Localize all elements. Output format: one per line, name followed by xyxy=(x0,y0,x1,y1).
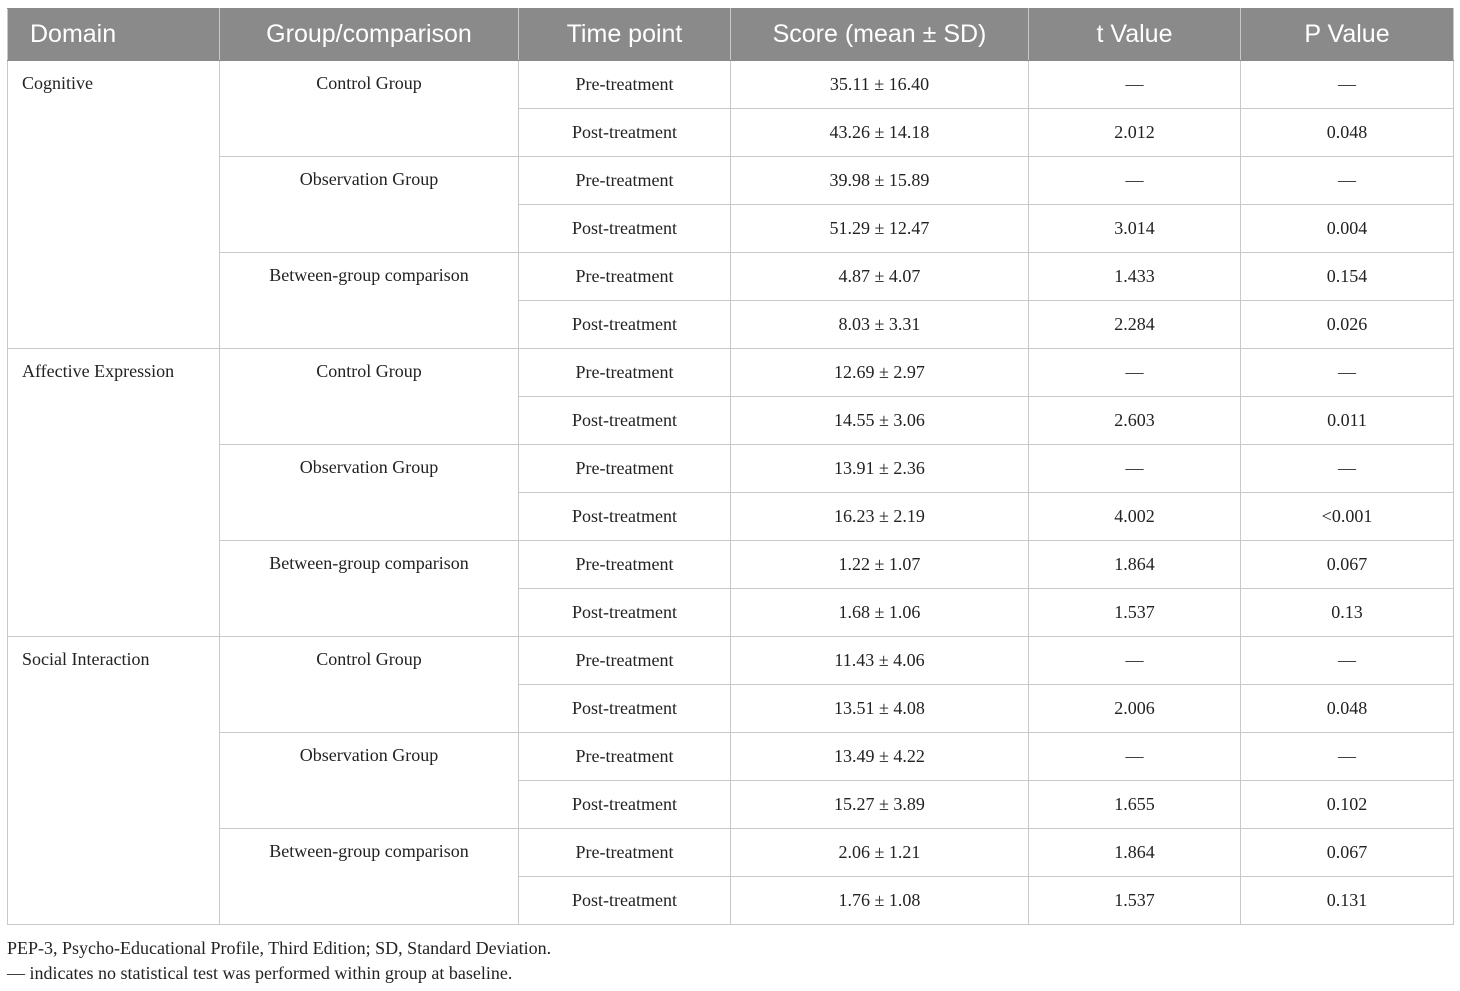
score-cell: 11.43 ± 4.06 xyxy=(731,637,1029,685)
p-value-cell: 0.067 xyxy=(1241,541,1454,589)
table-row xyxy=(8,445,1454,493)
p-value-cell: <0.001 xyxy=(1241,493,1454,541)
results-table xyxy=(7,8,1454,925)
score-cell: 1.22 ± 1.07 xyxy=(731,541,1029,589)
time-point-cell: Post-treatment xyxy=(519,685,731,733)
time-point-cell: Pre-treatment xyxy=(519,349,731,397)
p-value-cell: 0.011 xyxy=(1241,397,1454,445)
t-value-cell: 1.864 xyxy=(1029,829,1241,877)
score-cell: 43.26 ± 14.18 xyxy=(731,109,1029,157)
t-value-cell: 2.006 xyxy=(1029,685,1241,733)
p-value-cell: 0.131 xyxy=(1241,877,1454,925)
group-cell: Observation Group xyxy=(220,445,519,541)
score-cell: 4.87 ± 4.07 xyxy=(731,253,1029,301)
p-value-cell: — xyxy=(1241,445,1454,493)
score-cell: 14.55 ± 3.06 xyxy=(731,397,1029,445)
p-value-cell: — xyxy=(1241,637,1454,685)
time-point-cell: Post-treatment xyxy=(519,493,731,541)
p-value-cell: 0.13 xyxy=(1241,589,1454,637)
t-value-cell: 1.655 xyxy=(1029,781,1241,829)
footnote-dash-meaning: — indicates no statistical test was performed within group at baseline. xyxy=(7,963,513,983)
group-cell: Between-group comparison xyxy=(220,541,519,637)
table-row xyxy=(8,541,1454,589)
score-cell: 2.06 ± 1.21 xyxy=(731,829,1029,877)
time-point-cell: Post-treatment xyxy=(519,109,731,157)
group-cell: Between-group comparison xyxy=(220,829,519,925)
t-value-cell: 4.002 xyxy=(1029,493,1241,541)
time-point-cell: Post-treatment xyxy=(519,205,731,253)
time-point-cell: Post-treatment xyxy=(519,397,731,445)
t-value-cell: — xyxy=(1029,349,1241,397)
group-cell: Between-group comparison xyxy=(220,253,519,349)
time-point-cell: Pre-treatment xyxy=(519,733,731,781)
score-cell: 16.23 ± 2.19 xyxy=(731,493,1029,541)
p-value-cell: 0.004 xyxy=(1241,205,1454,253)
time-point-cell: Post-treatment xyxy=(519,301,731,349)
header-t-value: t Value xyxy=(1029,9,1241,61)
p-value-cell: — xyxy=(1241,733,1454,781)
t-value-cell: 1.537 xyxy=(1029,877,1241,925)
table-row xyxy=(8,349,1454,397)
t-value-cell: — xyxy=(1029,61,1241,109)
score-cell: 12.69 ± 2.97 xyxy=(731,349,1029,397)
t-value-cell: 1.864 xyxy=(1029,541,1241,589)
table-footnotes xyxy=(7,936,551,986)
t-value-cell: — xyxy=(1029,733,1241,781)
table-row xyxy=(8,637,1454,685)
table-row xyxy=(8,733,1454,781)
score-cell: 51.29 ± 12.47 xyxy=(731,205,1029,253)
score-cell: 39.98 ± 15.89 xyxy=(731,157,1029,205)
group-cell: Observation Group xyxy=(220,733,519,829)
score-cell: 1.76 ± 1.08 xyxy=(731,877,1029,925)
time-point-cell: Pre-treatment xyxy=(519,61,731,109)
time-point-cell: Post-treatment xyxy=(519,877,731,925)
table-header xyxy=(8,9,1454,61)
table-body xyxy=(8,61,1454,925)
group-cell: Control Group xyxy=(220,637,519,733)
header-group: Group/comparison xyxy=(220,9,519,61)
t-value-cell: 2.603 xyxy=(1029,397,1241,445)
t-value-cell: 2.012 xyxy=(1029,109,1241,157)
score-cell: 1.68 ± 1.06 xyxy=(731,589,1029,637)
p-value-cell: — xyxy=(1241,157,1454,205)
t-value-cell: — xyxy=(1029,157,1241,205)
domain-cell: Social Interaction xyxy=(8,637,220,925)
table-row xyxy=(8,61,1454,109)
domain-cell: Affective Expression xyxy=(8,349,220,637)
table-row xyxy=(8,829,1454,877)
t-value-cell: 2.284 xyxy=(1029,301,1241,349)
score-cell: 35.11 ± 16.40 xyxy=(731,61,1029,109)
p-value-cell: 0.154 xyxy=(1241,253,1454,301)
p-value-cell: 0.048 xyxy=(1241,109,1454,157)
group-cell: Control Group xyxy=(220,349,519,445)
header-score: Score (mean ± SD) xyxy=(731,9,1029,61)
table-row xyxy=(8,157,1454,205)
domain-cell: Cognitive xyxy=(8,61,220,349)
p-value-cell: — xyxy=(1241,349,1454,397)
header-domain: Domain xyxy=(8,9,220,61)
time-point-cell: Post-treatment xyxy=(519,589,731,637)
header-time-point: Time point xyxy=(519,9,731,61)
t-value-cell: — xyxy=(1029,445,1241,493)
score-cell: 13.91 ± 2.36 xyxy=(731,445,1029,493)
t-value-cell: 1.537 xyxy=(1029,589,1241,637)
p-value-cell: — xyxy=(1241,61,1454,109)
score-cell: 8.03 ± 3.31 xyxy=(731,301,1029,349)
score-cell: 15.27 ± 3.89 xyxy=(731,781,1029,829)
results-table-container xyxy=(7,8,1453,925)
group-cell: Observation Group xyxy=(220,157,519,253)
table-row xyxy=(8,253,1454,301)
time-point-cell: Post-treatment xyxy=(519,781,731,829)
header-row xyxy=(8,9,1454,61)
time-point-cell: Pre-treatment xyxy=(519,637,731,685)
p-value-cell: 0.048 xyxy=(1241,685,1454,733)
time-point-cell: Pre-treatment xyxy=(519,829,731,877)
time-point-cell: Pre-treatment xyxy=(519,157,731,205)
score-cell: 13.51 ± 4.08 xyxy=(731,685,1029,733)
p-value-cell: 0.102 xyxy=(1241,781,1454,829)
footnote-abbreviations: PEP-3, Psycho-Educational Profile, Third Edition; SD, Standard Deviation. xyxy=(7,938,552,958)
time-point-cell: Pre-treatment xyxy=(519,541,731,589)
p-value-cell: 0.026 xyxy=(1241,301,1454,349)
score-cell: 13.49 ± 4.22 xyxy=(731,733,1029,781)
t-value-cell: 1.433 xyxy=(1029,253,1241,301)
group-cell: Control Group xyxy=(220,61,519,157)
p-value-cell: 0.067 xyxy=(1241,829,1454,877)
t-value-cell: 3.014 xyxy=(1029,205,1241,253)
t-value-cell: — xyxy=(1029,637,1241,685)
header-p-value: P Value xyxy=(1241,9,1454,61)
time-point-cell: Pre-treatment xyxy=(519,445,731,493)
time-point-cell: Pre-treatment xyxy=(519,253,731,301)
